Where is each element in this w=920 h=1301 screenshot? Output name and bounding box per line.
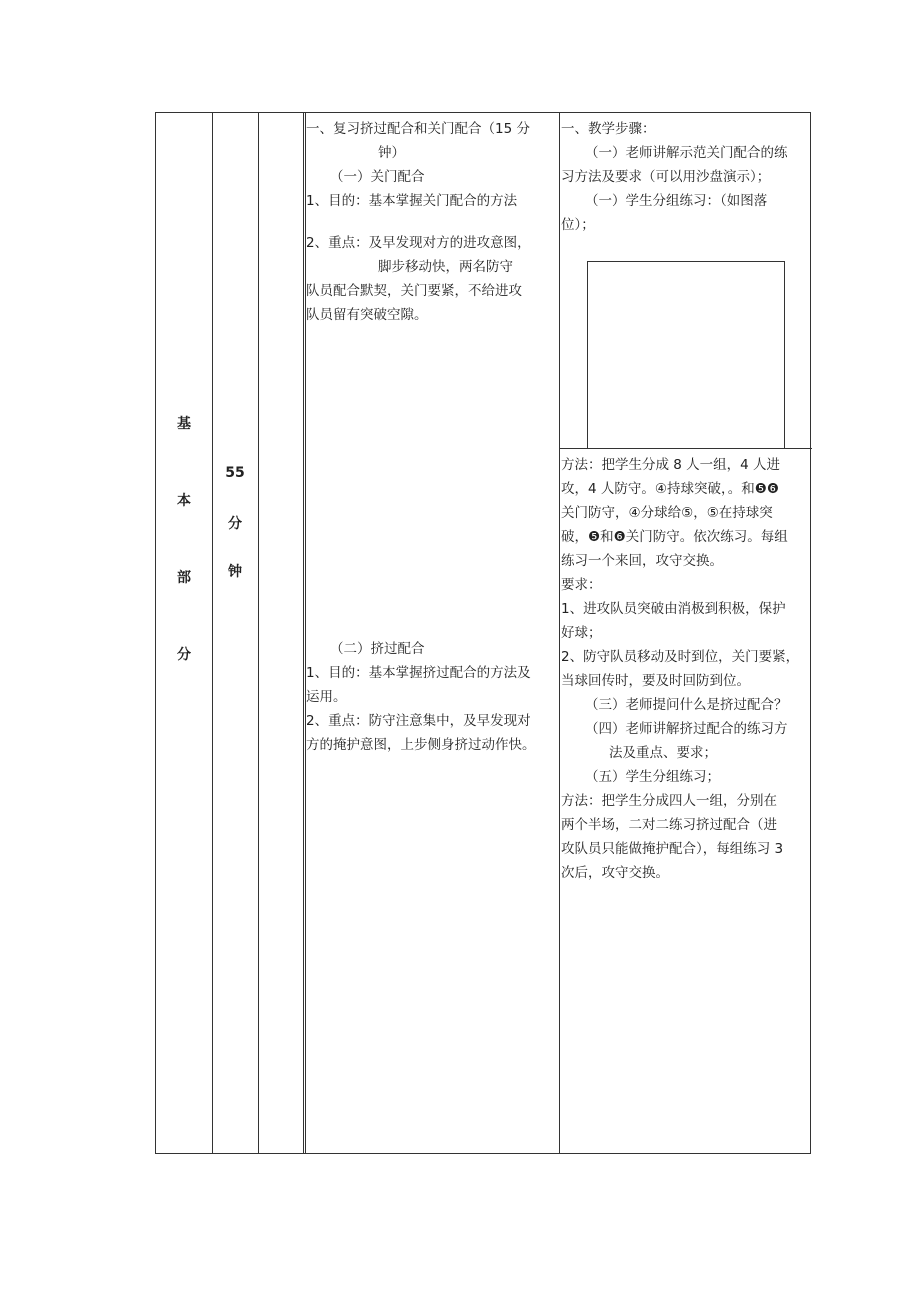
section-char: 部	[177, 570, 191, 586]
part2-key: 2、重点：防守注意集中，及早发现对	[306, 713, 531, 729]
part1-heading: （一）关门配合	[330, 169, 425, 185]
step-text: （三）老师提问什么是挤过配合？	[585, 697, 788, 713]
requirement-text: 1、进攻队员突破由消极到积极，保护	[561, 601, 786, 617]
requirement-text: 当球回传时，要及时回防到位。	[561, 673, 750, 689]
step-text: 位）；	[561, 217, 595, 233]
steps-title: 一、教学步骤：	[561, 121, 656, 137]
part1-key: 脚步移动快，两名防守	[378, 259, 513, 275]
part2-key: 方的掩护意图，上步侧身挤过动作快。	[306, 737, 536, 753]
step-text: 习方法及要求（可以用沙盘演示）；	[561, 169, 771, 185]
steps-column	[561, 117, 811, 237]
method-text: 方法：把学生分成四人一组，分别在	[561, 793, 777, 809]
part2-goal: 运用。	[306, 689, 347, 705]
duration-unit: 钟	[228, 564, 242, 580]
requirement-text: 2、防守队员移动及时到位，关门要紧，	[561, 649, 800, 665]
content-title: 一、复习挤过配合和关门配合（15 分	[306, 121, 530, 137]
part2-goal: 1、目的：基本掌握挤过配合的方法及	[306, 665, 531, 681]
method-text: 次后，攻守交换。	[561, 865, 669, 881]
column-divider	[303, 113, 304, 1153]
step-text: （五）学生分组练习；	[585, 769, 720, 785]
requirement-text: 好球；	[561, 625, 602, 641]
court-diagram-box	[587, 261, 785, 449]
duration-label	[212, 465, 258, 609]
step-text: （一）学生分组练习：（如图落	[585, 193, 768, 209]
part1-goal: 1、目的：基本掌握关门配合的方法	[306, 193, 518, 209]
part1-key: 2、重点：及早发现对方的进攻意图，	[306, 235, 531, 251]
method-text: 两个半场，二对二练习挤过配合（进	[561, 817, 777, 833]
content-column	[306, 117, 558, 757]
step-text: （一）老师讲解示范关门配合的练	[585, 145, 788, 161]
section-label	[156, 413, 212, 721]
column-divider	[559, 113, 560, 1153]
content-title: 钟）	[378, 145, 405, 161]
method-text: 攻队员只能做掩护配合），每组练习 3	[561, 841, 784, 857]
duration-number: 55	[225, 465, 245, 481]
method-text: 攻，4 人防守。④持球突破，。和❺❻	[561, 481, 779, 497]
lesson-plan-table	[155, 112, 811, 1154]
section-char: 分	[177, 647, 191, 663]
method-text: 练习一个来回，攻守交换。	[561, 553, 723, 569]
method-text: 破，❺和❻关门防守。依次练习。每组	[561, 529, 788, 545]
section-char: 基	[177, 416, 191, 432]
method-text: 关门防守，④分球给⑤，⑤在持球突	[561, 505, 773, 521]
part1-key: 队员配合默契，关门要紧，不给进攻	[306, 283, 522, 299]
step-text: 法及重点、要求；	[609, 745, 717, 761]
column-divider	[258, 113, 259, 1153]
column-divider	[212, 113, 213, 1153]
part2-heading: （二）挤过配合	[330, 641, 425, 657]
requirements-title: 要求：	[561, 577, 602, 593]
part1-key: 队员留有突破空隙。	[306, 307, 428, 323]
section-char: 本	[177, 493, 191, 509]
duration-unit: 分	[228, 516, 242, 532]
method-text: 方法：把学生分成 8 人一组，4 人进	[561, 457, 781, 473]
step-text: （四）老师讲解挤过配合的练习方	[585, 721, 788, 737]
steps-column-lower	[561, 453, 811, 885]
